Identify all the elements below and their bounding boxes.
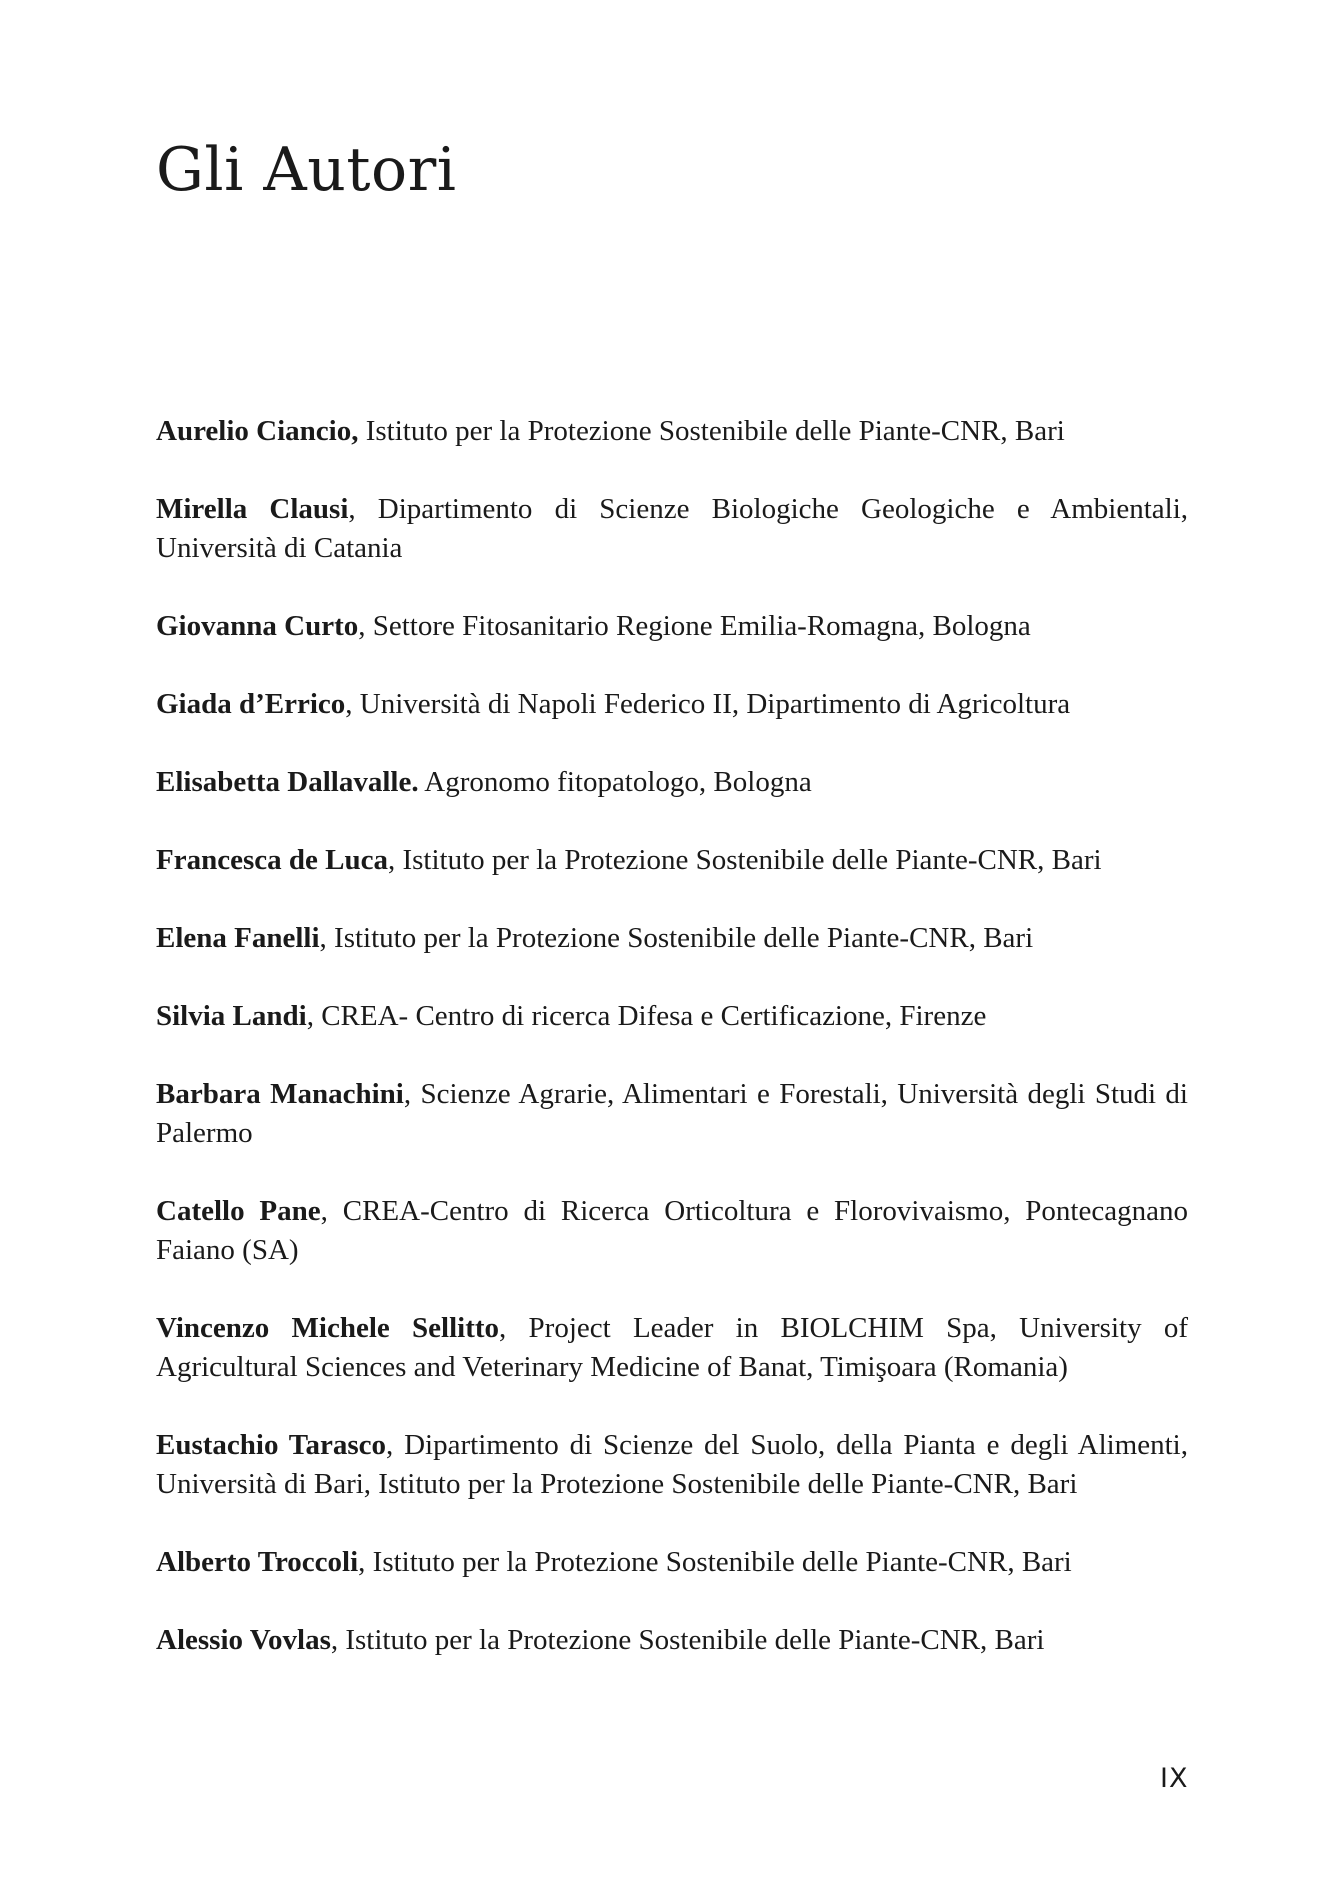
- author-name: Aurelio Ciancio,: [156, 415, 359, 447]
- author-entry: [156, 763, 1188, 802]
- author-name: Alberto Troccoli: [156, 1546, 359, 1578]
- author-affiliation: , Istituto per la Protezione Sostenibile delle Piante-CNR, Bari: [358, 1546, 1072, 1578]
- author-affiliation: , Istituto per la Protezione Sostenibile delle Piante-CNR, Bari: [387, 844, 1102, 876]
- author-affiliation: , CREA-Centro di Ricerca Orticoltura e Florovivaismo, Pontecagnano Faiano (SA): [156, 1195, 1188, 1266]
- author-affiliation: , Settore Fitosanitario Regione Emilia-Romagna, Bologna: [358, 610, 1031, 642]
- author-entry: [156, 919, 1188, 958]
- author-entry: [156, 685, 1188, 724]
- author-affiliation: , Scienze Agrarie, Alimentari e Forestali, Università degli Studi di Palermo: [156, 1078, 1188, 1149]
- author-entry: [156, 490, 1188, 568]
- author-entry: [156, 1075, 1188, 1153]
- author-name: Eustachio Tarasco: [156, 1429, 387, 1461]
- author-entry: [156, 1192, 1188, 1270]
- page-title: Gli Autori: [156, 135, 457, 205]
- author-name: Giovanna Curto: [156, 610, 359, 642]
- author-affiliation: , Dipartimento di Scienze Biologiche Geologiche e Ambientali, Università di Catania: [156, 493, 1189, 564]
- author-name: Barbara Manachini: [156, 1078, 404, 1110]
- author-entry: [156, 412, 1188, 451]
- author-affiliation: , Università di Napoli Federico II, Dipartimento di Agricoltura: [345, 688, 1071, 720]
- author-name: Catello Pane: [156, 1195, 321, 1227]
- author-affiliation: , Istituto per la Protezione Sostenibile delle Piante-CNR, Bari: [330, 1624, 1045, 1656]
- author-name: Mirella Clausi: [156, 493, 349, 525]
- author-name: Francesca de Luca: [156, 844, 388, 876]
- author-entry: [156, 1543, 1188, 1582]
- author-affiliation: Agronomo fitopatologo, Bologna: [418, 766, 812, 798]
- author-affiliation: Istituto per la Protezione Sostenibile delle Piante-CNR, Bari: [358, 415, 1065, 447]
- author-list: [156, 412, 1188, 1699]
- author-entry: [156, 1309, 1188, 1387]
- author-affiliation: , Istituto per la Protezione Sostenibile delle Piante-CNR, Bari: [319, 922, 1034, 954]
- author-affiliation: , Dipartimento di Scienze del Suolo, della Pianta e degli Alimenti, Università di Bari, Istituto per la Protezione Sostenibile delle Piante-CNR, Bari: [156, 1429, 1188, 1500]
- author-entry: [156, 1426, 1188, 1504]
- author-name: Alessio Vovlas: [156, 1624, 331, 1656]
- author-affiliation: , Project Leader in BIOLCHIM Spa, University of Agricultural Sciences and Veterinary Medicine of Banat, Timişoara (Romania): [156, 1312, 1188, 1383]
- author-name: Silvia Landi: [156, 1000, 307, 1032]
- author-name: Vincenzo Michele Sellitto: [156, 1312, 500, 1344]
- author-name: Elena Fanelli: [156, 922, 320, 954]
- author-affiliation: , CREA- Centro di ricerca Difesa e Certificazione, Firenze: [306, 1000, 987, 1032]
- author-name: Giada d’Errico: [156, 688, 346, 720]
- author-entry: [156, 607, 1188, 646]
- page-number: IX: [1160, 1763, 1189, 1794]
- author-entry: [156, 841, 1188, 880]
- author-entry: [156, 997, 1188, 1036]
- author-entry: [156, 1621, 1188, 1660]
- author-name: Elisabetta Dallavalle.: [156, 766, 419, 798]
